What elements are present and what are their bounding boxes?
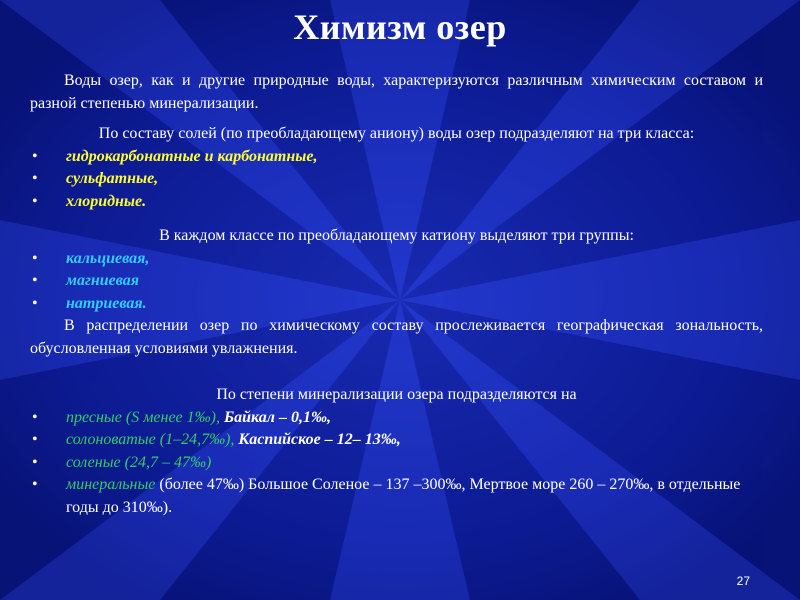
list-item [30,474,763,519]
list-item [30,407,763,430]
intro-paragraph: Воды озер, как и другие природные воды, характеризуются различным химическим составом и разной степенью минерализации. [30,72,763,112]
list-item [30,293,763,316]
bullet-icon: • [32,476,38,493]
cation-group-item: магниевая [66,272,140,289]
cation-group-item: кальциевая, [66,249,150,267]
mineral-type-label: соленые (24,7 – 47‰) [66,453,212,471]
bullet-icon: • [32,453,38,471]
list-item [30,270,763,293]
mineral-example: Байкал – 0,1‰, [219,408,331,426]
slide-content [30,70,763,519]
cation-groups-list [30,248,763,316]
salt-class-item: сульфатные, [66,170,159,187]
cation-group-item: натриевая. [66,294,147,312]
bullet-icon: • [32,272,38,289]
salt-class-item: хлоридные. [66,192,147,210]
mineral-type-label: минеральные [66,476,156,493]
bullet-icon: • [32,249,38,267]
mineralization-list [30,407,763,520]
mineralization-intro: По степени минерализации озера подразделяются на [216,386,577,403]
slide-title: Химизм озер [293,7,507,47]
list-item [30,191,763,214]
mineral-type-label: солоноватые (1–24,7‰), [66,431,235,448]
list-item [30,429,763,452]
bullet-icon: • [32,294,38,312]
list-item [30,146,763,169]
list-item [30,452,763,475]
salt-class-item: гидрокарбонатные и карбонатные, [66,147,318,165]
mineral-example: (более 47‰) Большое Соленое – 137 –300‰, Мертвое море 260 – 270‰, в отдельные годы до 310‰). [66,476,741,516]
slide-number: 27 [736,574,750,588]
bullet-icon: • [32,431,38,448]
bullet-icon: • [32,147,38,165]
bullet-icon: • [32,192,38,210]
bullet-icon: • [32,408,38,426]
list-item [30,168,763,191]
mineral-type-label: пресные (S менее 1‰), [66,408,220,426]
salt-classes-list [30,146,763,214]
bullet-icon: • [32,170,38,187]
list-item [30,248,763,271]
salts-intro: По составу солей (по преобладающему аниону) воды озер подразделяют на три класса: [98,125,695,142]
zonality-paragraph: В распределении озер по химическому составу прослеживается географическая зональность, обусловленная условиями увлажнения. [30,317,763,357]
cation-intro: В каждом классе по преобладающему катиону выделяют три группы: [159,227,634,244]
mineral-example: Каспийское – 12– 13‰, [234,431,401,448]
